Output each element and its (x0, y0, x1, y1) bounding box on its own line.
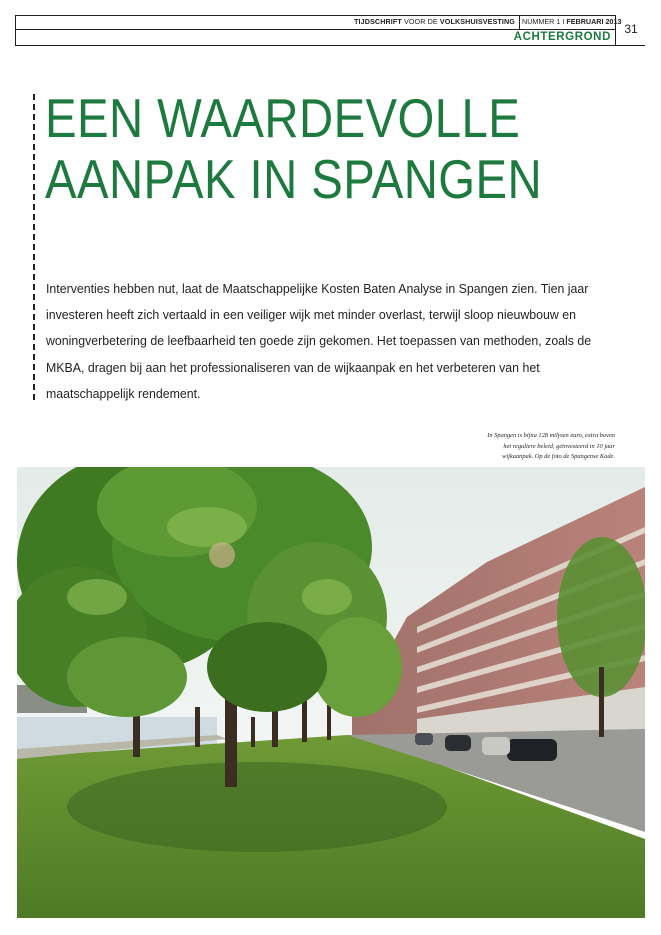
header-rule-middle (15, 29, 615, 30)
header-rule-bottom (15, 45, 645, 46)
photo-caption (445, 431, 615, 463)
page-number: 31 (624, 22, 638, 36)
header-rule-separator (519, 15, 520, 29)
header-rule-top (15, 15, 615, 16)
title-line-2: AANPAK IN SPANGEN (45, 148, 543, 210)
section-label: ACHTERGROND (513, 31, 611, 43)
masthead-title-part-1: TIJDSCHRIFT (354, 17, 402, 26)
title-line-1: EEN WAARDEVOLLE (45, 87, 521, 149)
issue-separator: I (560, 17, 567, 26)
caption-line-1: In Spangen is bijna 128 miljoen euro, extra boven (487, 432, 615, 439)
tree-shadow (67, 762, 447, 852)
masthead (200, 17, 515, 26)
issue-date: FEBRUARI 2013 (566, 17, 622, 26)
photo-illustration (17, 467, 645, 918)
caption-line-3: wijkaanpak. Op de foto de Spangense Kade. (502, 453, 615, 460)
caption-line-2: het reguliere beleid, geïnvesteerd in 10 jaar (503, 442, 615, 450)
article-title (45, 88, 561, 210)
masthead-title-part-2: VOLKSHUISVESTING (439, 17, 515, 26)
issue-info (522, 17, 622, 26)
issue-number: NUMMER 1 (522, 17, 561, 26)
lens-flare (209, 542, 235, 568)
article-intro: Interventies hebben nut, laat de Maatschappelijke Kosten Baten Analyse in Spangen zien. Tien jaar investeren heeft zich vertaald in een veiliger wijk met minder overlast, terwijl sloop nieuwbouw en woningverbetering de leefbaarheid ten goede zijn gekomen. Het toepassen van methoden, zoals de MKBA, dragen bij aan het professionaliseren van de wijkaanpak en het verbeteren van het maatschappelijk rendement. (46, 281, 592, 401)
masthead-connector: VOOR DE (401, 17, 440, 26)
dashed-margin-rule (33, 94, 35, 400)
article-photo (17, 467, 645, 918)
header-rule-left (15, 15, 16, 45)
